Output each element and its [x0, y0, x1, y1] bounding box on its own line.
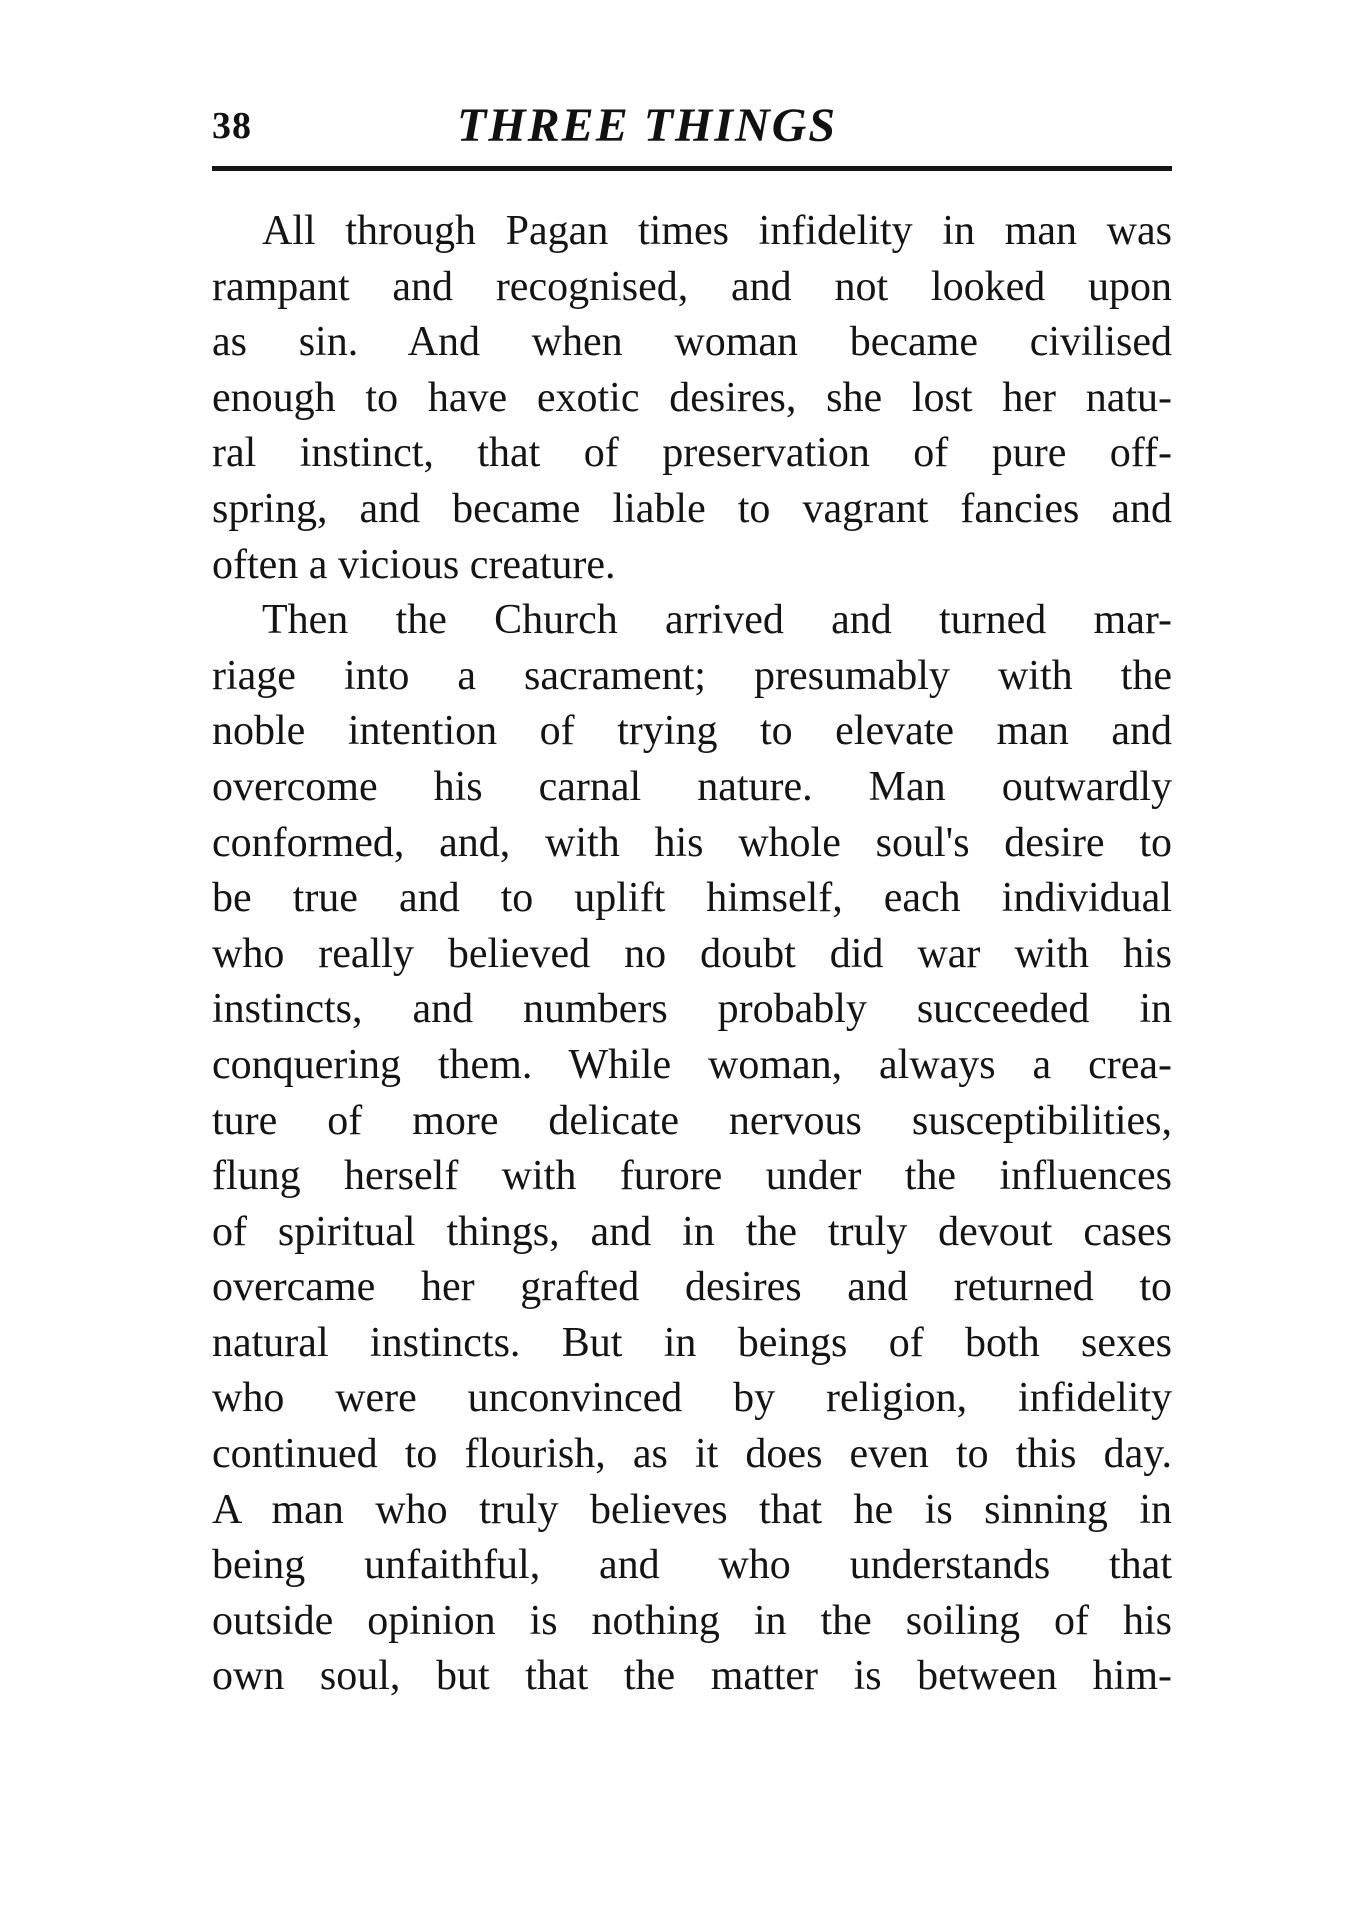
text-line: own soul, but that the matter is between him-: [212, 1653, 1172, 1700]
text-line: of spiritual things, and in the truly devout cases: [212, 1208, 1172, 1255]
page-number: 38: [212, 105, 252, 147]
text-line: ture of more delicate nervous susceptibilities,: [212, 1097, 1172, 1144]
running-title: THREE THINGS: [457, 99, 838, 152]
text-line: outside opinion is nothing in the soiling of his: [212, 1597, 1172, 1644]
text-line: being unfaithful, and who understands that: [212, 1542, 1172, 1589]
text-line: ral instinct, that of preservation of pure off-: [212, 430, 1172, 477]
text-line: riage into a sacrament; presumably with the: [212, 652, 1172, 699]
text-line: often a vicious creature.: [212, 541, 616, 588]
text-line: continued to flourish, as it does even to this day.: [212, 1431, 1172, 1478]
paragraph-1: [212, 204, 1172, 593]
text-line: All through Pagan times infidelity in man was: [262, 208, 1172, 254]
text-line: natural instincts. But in beings of both sexes: [212, 1319, 1172, 1366]
text-line: who really believed no doubt did war with his: [212, 930, 1172, 977]
text-line: A man who truly believes that he is sinning in: [212, 1486, 1172, 1533]
text-line: conformed, and, with his whole soul's desire to: [212, 819, 1172, 866]
text-line: who were unconvinced by religion, infidelity: [212, 1375, 1172, 1422]
paragraph-2: [212, 593, 1172, 1705]
header-rule: [212, 166, 1172, 171]
text-line: enough to have exotic desires, she lost her natu-: [212, 374, 1172, 421]
text-line: overcome his carnal nature. Man outwardly: [212, 763, 1172, 810]
text-line: overcame her grafted desires and returned to: [212, 1264, 1172, 1311]
text-line: rampant and recognised, and not looked upon: [212, 263, 1172, 310]
page-header: [212, 98, 1172, 168]
text-line: spring, and became liable to vagrant fancies and: [212, 485, 1172, 532]
text-line: as sin. And when woman became civilised: [212, 319, 1172, 366]
text-line: instincts, and numbers probably succeeded in: [212, 986, 1172, 1033]
text-line: flung herself with furore under the influences: [212, 1153, 1172, 1200]
text-line: Then the Church arrived and turned mar-: [262, 597, 1172, 644]
body-text: [212, 204, 1172, 1705]
text-line: conquering them. While woman, always a crea-: [212, 1041, 1172, 1088]
text-line: noble intention of trying to elevate man and: [212, 708, 1172, 755]
text-line: be true and to uplift himself, each individual: [212, 875, 1172, 922]
